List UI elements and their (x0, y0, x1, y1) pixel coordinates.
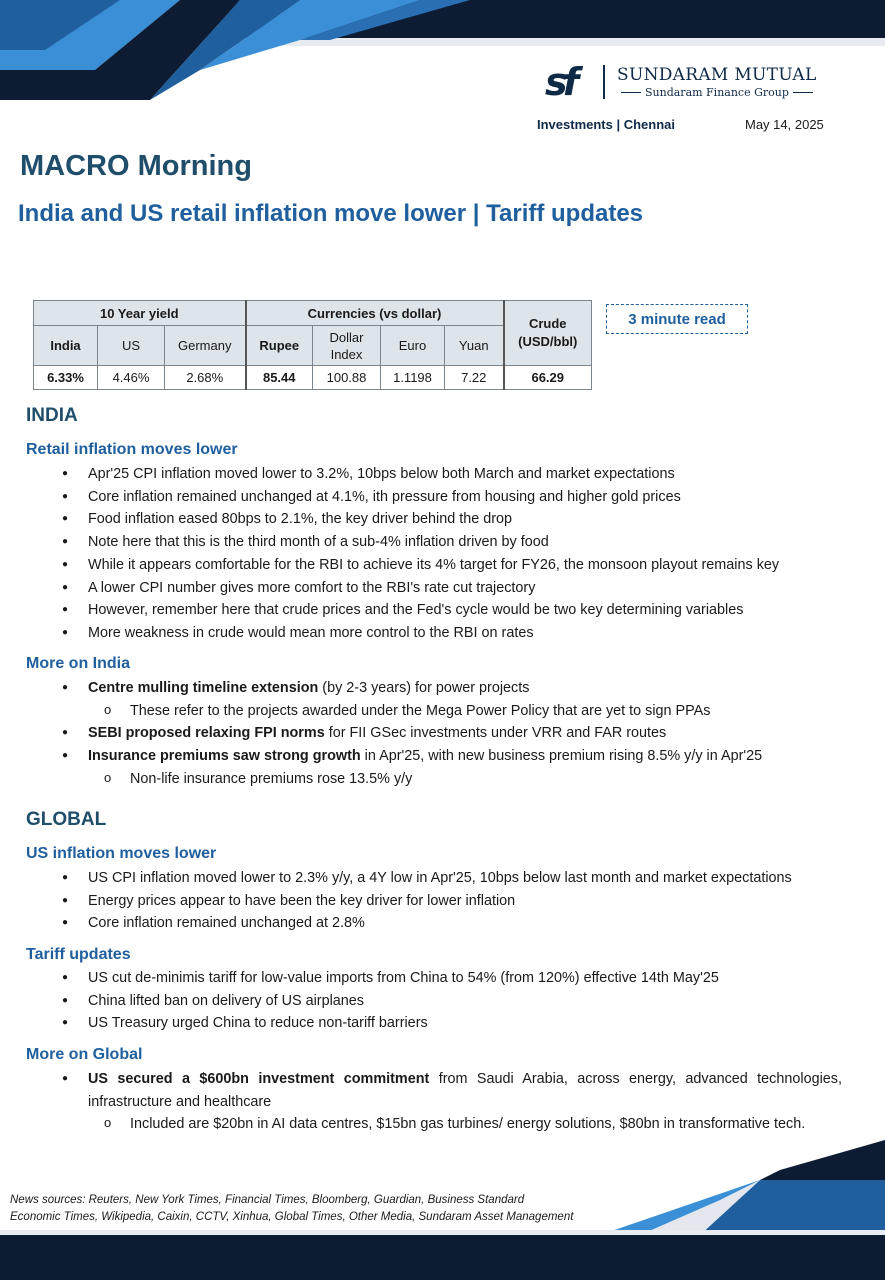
brand-group (617, 85, 817, 100)
us-inflation-list (62, 867, 792, 935)
col-india: India (34, 326, 98, 366)
item-bold: Insurance premiums saw strong growth (88, 748, 361, 765)
sub-list-item: o These refer to the projects awarded under the Mega Power Policy that are yet to sign PPAs (62, 700, 762, 723)
list-item (62, 745, 762, 768)
list-item: ● Core inflation remained unchanged at 2.8% (62, 912, 792, 935)
list-item: ● China lifted ban on delivery of US airplanes (62, 990, 719, 1013)
col-us: US (98, 326, 165, 366)
list-item (62, 1068, 842, 1113)
sources-line-1: News sources: Reuters, New York Times, Financial Times, Bloomberg, Guardian, Business Standard (10, 1194, 525, 1206)
logo-divider (603, 65, 605, 99)
sources-line-2: Economic Times, Wikipedia, Caixin, CCTV, Xinhua, Global Times, Other Media, Sundaram Asset Management (10, 1210, 574, 1223)
retail-inflation-list (62, 463, 779, 645)
logo-text (617, 65, 817, 100)
market-snapshot-table (33, 300, 592, 390)
list-item (62, 722, 762, 745)
subsection-tariff-updates: Tariff updates (26, 946, 131, 963)
item-text: (by 2-3 years) for power projects (318, 680, 530, 696)
section-global: GLOBAL (26, 809, 107, 830)
list-item: ● More weakness in crude would mean more control to the RBI on rates (62, 622, 779, 645)
section-india: INDIA (26, 405, 78, 426)
list-item: ● US CPI inflation moved lower to 2.3% y/y, a 4Y low in Apr'25, 10bps below last month and market expectations (62, 867, 792, 890)
list-item: ● While it appears comfortable for the RBI to achieve its 4% target for FY26, the monsoon playout remains key (62, 554, 779, 577)
sundaram-logo (545, 62, 817, 102)
item-text: for FII GSec investments under VRR and FAR routes (324, 725, 667, 742)
list-item: ● A lower CPI number gives more comfort to the RBI's rate cut trajectory (62, 577, 779, 600)
subsection-retail-inflation: Retail inflation moves lower (26, 441, 238, 458)
list-item (62, 677, 762, 700)
val-crude: 66.29 (504, 366, 592, 390)
list-item: ● Core inflation remained unchanged at 4.1%, ith pressure from housing and higher gold prices (62, 486, 779, 509)
list-item: ● Note here that this is the third month of a sub-4% inflation driven by food (62, 531, 779, 554)
list-item: ● Food inflation eased 80bps to 2.1%, the key driver behind the drop (62, 508, 779, 531)
sub-list-item: o Included are $20bn in AI data centres, $15bn gas turbines/ energy solutions, $80bn in transformative tech. (62, 1113, 842, 1136)
dash-left (621, 92, 641, 93)
more-on-global-list (62, 1068, 842, 1136)
item-bold: SEBI proposed relaxing FPI norms (88, 725, 325, 742)
val-dollar-index: 100.88 (313, 366, 381, 390)
list-item: ● Apr'25 CPI inflation moved lower to 3.2%, 10bps below both March and market expectations (62, 463, 779, 486)
subsection-us-inflation: US inflation moves lower (26, 845, 217, 862)
item-bold: US secured a $600bn investment commitment (88, 1071, 430, 1087)
news-sources (10, 1192, 573, 1225)
subsection-more-on-india: More on India (26, 655, 130, 672)
brand-name: SUNDARAM MUTUAL (617, 64, 817, 85)
group-yield: 10 Year yield (34, 301, 246, 326)
group-currencies: Currencies (vs dollar) (246, 301, 504, 326)
tariff-updates-list (62, 967, 719, 1035)
list-item: ● Energy prices appear to have been the key driver for lower inflation (62, 890, 792, 913)
val-us: 4.46% (98, 366, 165, 390)
col-germany: Germany (165, 326, 246, 366)
sub-list-item: o Non-life insurance premiums rose 13.5% y/y (62, 768, 762, 791)
table-value-row (34, 366, 592, 390)
dash-right (793, 92, 813, 93)
val-euro: 1.1198 (381, 366, 445, 390)
page-title: MACRO Morning (20, 150, 252, 182)
report-date: May 14, 2025 (745, 117, 824, 132)
col-rupee: Rupee (246, 326, 313, 366)
more-on-india-list (62, 677, 762, 791)
val-yuan: 7.22 (445, 366, 504, 390)
list-item: ● US cut de-minimis tariff for low-value imports from China to 54% (from 120%) effective 14th May'25 (62, 967, 719, 990)
col-euro: Euro (381, 326, 445, 366)
col-yuan: Yuan (445, 326, 504, 366)
page-subtitle: India and US retail inflation move lower | Tariff updates (18, 200, 644, 227)
group-crude: Crude (USD/bbl) (504, 301, 592, 366)
item-text: in Apr'25, with new business premium rising 8.5% y/y in Apr'25 (360, 748, 763, 765)
item-text: from Saudi Arabia, across energy, advanced technologies, infrastructure and healthcare (88, 1071, 842, 1110)
list-item: ● US Treasury urged China to reduce non-tariff barriers (62, 1012, 719, 1035)
read-time-badge: 3 minute read (606, 304, 748, 334)
val-india: 6.33% (34, 366, 98, 390)
subsection-more-on-global: More on Global (26, 1046, 143, 1063)
val-rupee: 85.44 (246, 366, 313, 390)
val-germany: 2.68% (165, 366, 246, 390)
sf-logo-icon: sf (545, 60, 575, 104)
col-dollar-index: Dollar Index (313, 326, 381, 366)
location-label: Investments | Chennai (537, 117, 676, 132)
list-item: ● However, remember here that crude prices and the Fed's cycle would be two key determining variables (62, 599, 779, 622)
brand-group-label: Sundaram Finance Group (645, 85, 789, 99)
table-group-row (34, 301, 592, 326)
item-bold: Centre mulling timeline extension (88, 680, 319, 696)
